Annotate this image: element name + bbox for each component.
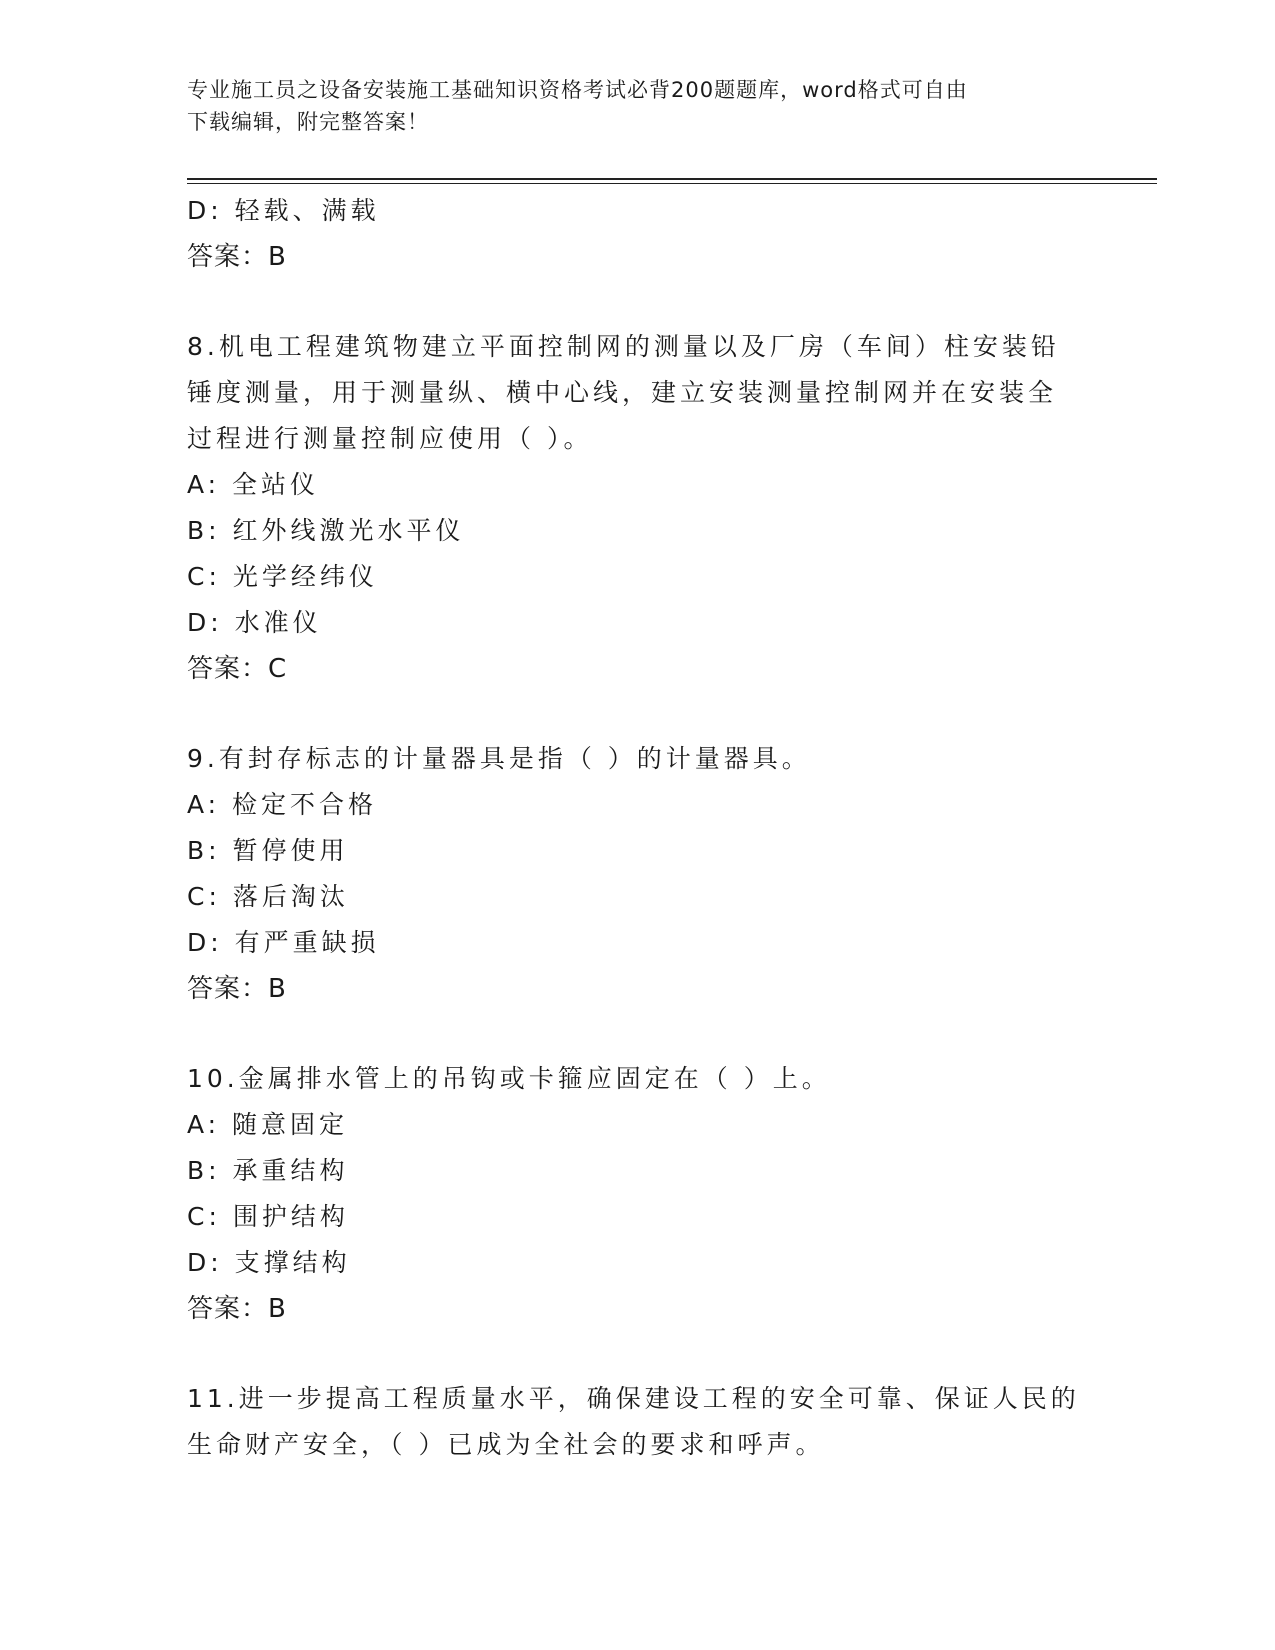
header-title-line-1: 专业施工员之设备安装施工基础知识资格考试必背200题题库，word格式可自由 bbox=[187, 78, 968, 102]
header-divider-thin bbox=[187, 183, 1157, 184]
question-8 bbox=[187, 324, 1087, 692]
option-d: D: 支撑结构 bbox=[187, 1248, 351, 1277]
option-c: C: 围护结构 bbox=[187, 1202, 349, 1231]
option-d: D: 有严重缺损 bbox=[187, 928, 380, 957]
answer: 答案：B bbox=[187, 242, 287, 272]
question-stem: 10.金属排水管上的吊钩或卡箍应固定在（ ）上。 bbox=[187, 1064, 831, 1093]
option-c: C: 光学经纬仪 bbox=[187, 562, 378, 591]
question-stem bbox=[187, 324, 1087, 462]
question-stem-line: 锤度测量，用于测量纵、横中心线，建立安装测量控制网并在安装全 bbox=[187, 378, 1058, 407]
header-title-line-2: 下载编辑，附完整答案！ bbox=[187, 110, 429, 134]
answer: 答案：B bbox=[187, 974, 287, 1004]
question-stem bbox=[187, 1376, 1087, 1468]
page-header bbox=[187, 74, 1087, 138]
option-a: A: 检定不合格 bbox=[187, 790, 378, 819]
question-stem-line: 11.进一步提高工程质量水平，确保建设工程的安全可靠、保证人民的 bbox=[187, 1384, 1080, 1413]
header-divider-thick bbox=[187, 178, 1157, 180]
answer: 答案：C bbox=[187, 654, 288, 684]
question-11 bbox=[187, 1376, 1087, 1468]
answer: 答案：B bbox=[187, 1294, 287, 1324]
option-b: B: 承重结构 bbox=[187, 1156, 349, 1185]
option-b: B: 暂停使用 bbox=[187, 836, 349, 865]
option-a: A: 随意固定 bbox=[187, 1110, 349, 1139]
question-stem-line: 8.机电工程建筑物建立平面控制网的测量以及厂房（车间）柱安装铅 bbox=[187, 332, 1060, 361]
question-7-tail bbox=[187, 188, 1087, 280]
question-stem: 9.有封存标志的计量器具是指（ ）的计量器具。 bbox=[187, 744, 811, 773]
option-d: D: 轻载、满载 bbox=[187, 196, 380, 225]
option-c: C: 落后淘汰 bbox=[187, 882, 349, 911]
question-list bbox=[187, 188, 1087, 1468]
question-10 bbox=[187, 1056, 1087, 1332]
question-stem-line: 生命财产安全，（ ）已成为全社会的要求和呼声。 bbox=[187, 1430, 825, 1459]
option-d: D: 水准仪 bbox=[187, 608, 322, 637]
option-a: A: 全站仪 bbox=[187, 470, 320, 499]
question-9 bbox=[187, 736, 1087, 1012]
option-b: B: 红外线激光水平仪 bbox=[187, 516, 465, 545]
question-stem-line: 过程进行测量控制应使用（ ）。 bbox=[187, 424, 593, 453]
